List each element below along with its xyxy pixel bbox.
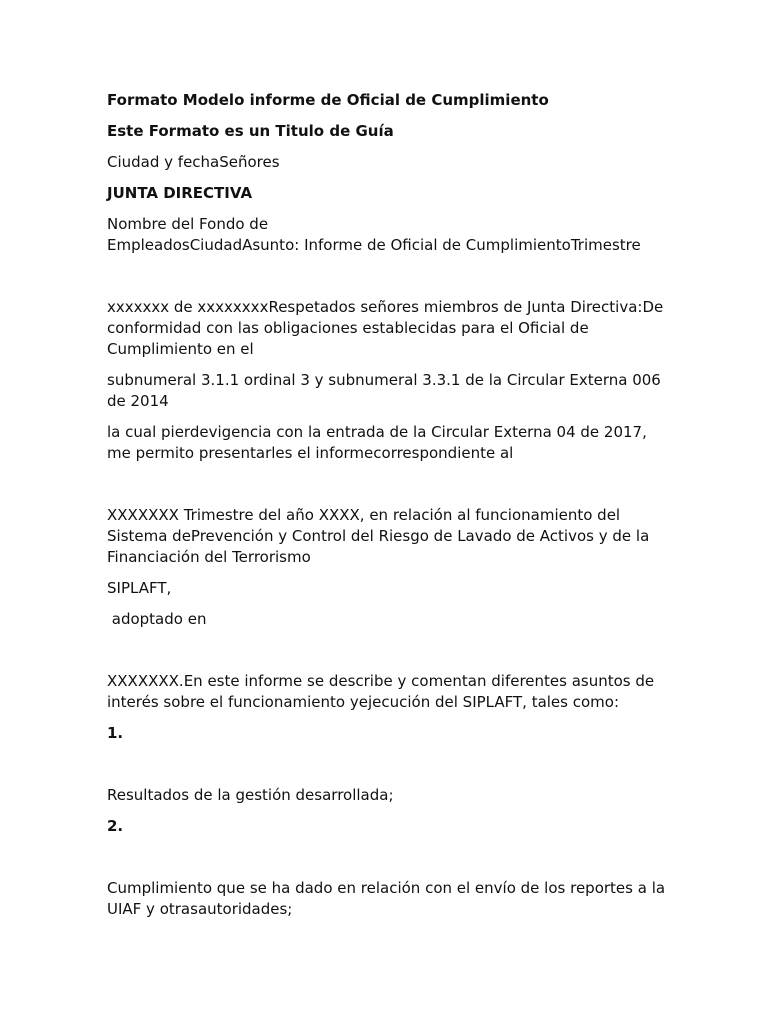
document-page xyxy=(107,90,667,930)
document-subtitle: Este Formato es un Titulo de Guía xyxy=(107,122,394,140)
paragraph-6: adoptado en xyxy=(107,610,207,628)
city-date-line: Ciudad y fechaSeñores xyxy=(107,153,280,171)
paragraph-4: XXXXXXX Trimestre del año XXXX, en relación al funcionamiento del Sistema dePrevención y Control del Riesgo de Lavado de Activos y de la Financiación del Terrorismo xyxy=(107,506,650,566)
fund-line-1: Nombre del Fondo de xyxy=(107,215,269,233)
paragraph-2: subnumeral 3.1.1 ordinal 3 y subnumeral 3.3.1 de la Circular Externa 006 de 2014 xyxy=(107,371,661,410)
list-item-1-text: Resultados de la gestión desarrollada; xyxy=(107,786,394,804)
paragraph-3: la cual pierdevigencia con la entrada de la Circular Externa 04 de 2017, me permito presentarles el informecorrespondiente al xyxy=(107,423,647,462)
paragraph-5: SIPLAFT, xyxy=(107,579,172,597)
paragraph-1: xxxxxxx de xxxxxxxxRespetados señores miembros de Junta Directiva:De conformidad con las obligaciones establecidas para el Oficial de Cumplimiento en el xyxy=(107,298,664,358)
list-item-2-number: 2. xyxy=(107,817,124,835)
paragraph-7: XXXXXXX.En este informe se describe y comentan diferentes asuntos de interés sobre el funcionamiento yejecución del SIPLAFT, tales como: xyxy=(107,672,655,711)
board-heading: JUNTA DIRECTIVA xyxy=(107,184,253,202)
list-item-1-number: 1. xyxy=(107,724,124,742)
document-title: Formato Modelo informe de Oficial de Cumplimiento xyxy=(107,91,549,109)
list-item-2-text: Cumplimiento que se ha dado en relación con el envío de los reportes a la UIAF y otrasautoridades; xyxy=(107,879,666,918)
fund-paragraph xyxy=(107,214,667,256)
fund-line-2: EmpleadosCiudadAsunto: Informe de Oficial de CumplimientoTrimestre xyxy=(107,236,641,254)
